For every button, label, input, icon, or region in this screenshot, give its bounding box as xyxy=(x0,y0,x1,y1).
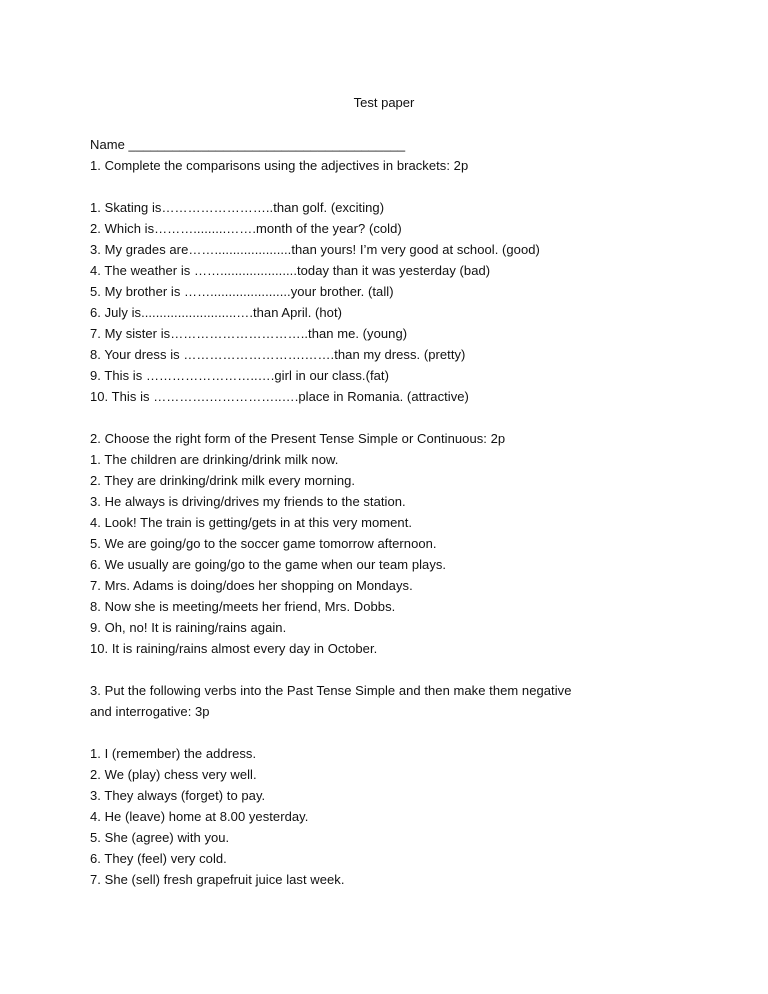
list-item: 6. We usually are going/go to the game when our team plays. xyxy=(90,557,447,572)
list-item: 3. They always (forget) to pay. xyxy=(90,788,266,803)
list-item: 2. We (play) chess very well. xyxy=(90,767,257,782)
list-item: 9. This is ……………………..….girl in our class.(fat) xyxy=(90,368,389,383)
list-item: 7. My sister is…………………………..than me. (young) xyxy=(90,326,408,341)
list-item: 5. We are going/go to the soccer game tomorrow afternoon. xyxy=(90,536,437,551)
list-item: 6. They (feel) very cold. xyxy=(90,851,227,866)
list-item: 2. Which is……….........…….month of the year? (cold) xyxy=(90,221,402,236)
list-item: 3. My grades are…….....................than yours! I’m very good at school. (good) xyxy=(90,242,540,257)
list-item: 7. Mrs. Adams is doing/does her shopping on Mondays. xyxy=(90,578,413,593)
section1-heading: 1. Complete the comparisons using the adjectives in brackets: 2p xyxy=(90,158,469,173)
list-item: 1. Skating is……………………..than golf. (exciting) xyxy=(90,200,385,215)
spacer xyxy=(90,722,690,743)
list-item: 3. He always is driving/drives my friends to the station. xyxy=(90,494,406,509)
list-item: 1. I (remember) the address. xyxy=(90,746,257,761)
name-line: Name ______________________________________ xyxy=(90,137,406,152)
list-item: 5. She (agree) with you. xyxy=(90,830,230,845)
list-item: 9. Oh, no! It is raining/rains again. xyxy=(90,620,287,635)
list-item: 10. This is ………….……………..….place in Romania. (attractive) xyxy=(90,389,469,404)
spacer xyxy=(90,407,690,428)
list-item: 2. They are drinking/drink milk every morning. xyxy=(90,473,356,488)
list-item: 7. She (sell) fresh grapefruit juice last week. xyxy=(90,872,345,887)
list-item: 4. He (leave) home at 8.00 yesterday. xyxy=(90,809,309,824)
spacer xyxy=(90,659,690,680)
section2-list xyxy=(90,449,690,659)
list-item: 4. Look! The train is getting/gets in at this very moment. xyxy=(90,515,413,530)
list-item: 6. July is..........................….than April. (hot) xyxy=(90,305,342,320)
spacer xyxy=(90,176,690,197)
section3-heading-continued: and interrogative: 3p xyxy=(90,704,210,719)
document-body xyxy=(90,134,690,890)
section3-heading: 3. Put the following verbs into the Past Tense Simple and then make them negative xyxy=(90,683,572,698)
section1-list xyxy=(90,197,690,407)
list-item: 1. The children are drinking/drink milk now. xyxy=(90,452,339,467)
document-title: Test paper xyxy=(353,95,415,110)
list-item: 8. Your dress is ……………………….…….than my dress. (pretty) xyxy=(90,347,466,362)
section3-list xyxy=(90,743,690,890)
section2-heading: 2. Choose the right form of the Present Tense Simple or Continuous: 2p xyxy=(90,431,506,446)
list-item: 5. My brother is ……......................your brother. (tall) xyxy=(90,284,394,299)
list-item: 8. Now she is meeting/meets her friend, Mrs. Dobbs. xyxy=(90,599,396,614)
list-item: 4. The weather is …….....................today than it was yesterday (bad) xyxy=(90,263,491,278)
list-item: 10. It is raining/rains almost every day in October. xyxy=(90,641,378,656)
